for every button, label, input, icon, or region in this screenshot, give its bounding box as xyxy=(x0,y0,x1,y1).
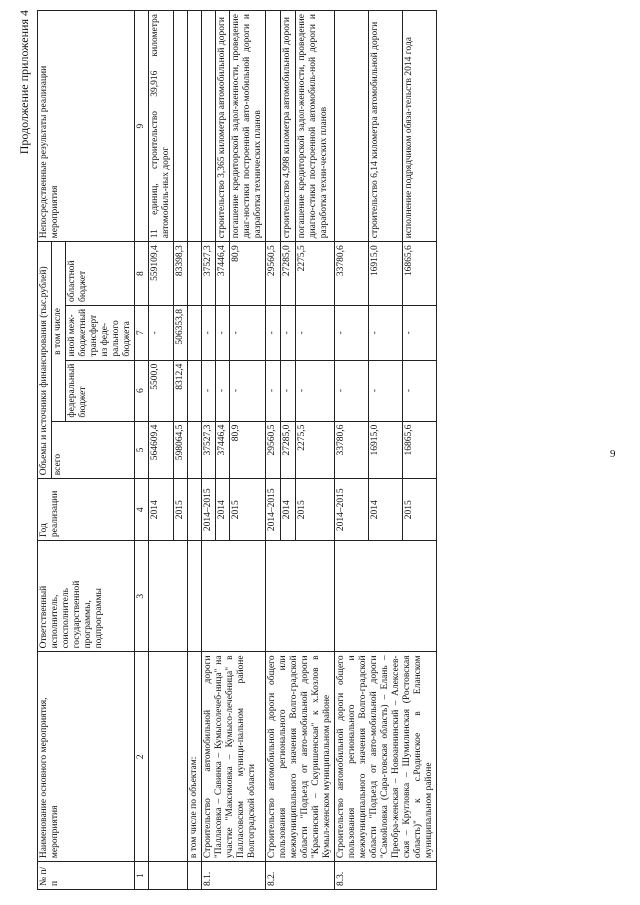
regional-cell: 33780,6 xyxy=(335,242,369,306)
result-cell xyxy=(174,11,188,242)
year-cell: 2014–2015 xyxy=(335,479,369,541)
result-cell: строительство 3,365 километра автомобильной дороги xyxy=(216,11,230,242)
transfer-cell: - xyxy=(216,305,230,360)
col-number: 4 xyxy=(135,479,149,541)
item-name: Строительство автомобильной дороги общего пользования регионального или межмуниципального значения Волго-градской области "Подъезд от авто-мобильной дороги "Красинский – Скуришенская" к х.Козлов в Кумыл-женском муниципальном районе xyxy=(266,652,335,862)
federal-cell: - xyxy=(266,360,281,421)
result-cell xyxy=(202,11,216,242)
federal-cell: 5500,0 xyxy=(149,360,174,421)
total-cell: 598064,5 xyxy=(174,421,188,479)
item-number: 8.3. xyxy=(335,862,437,890)
regional-cell: 37446,4 xyxy=(216,242,230,306)
total-cell: 564609,4 xyxy=(149,421,174,479)
transfer-cell: - xyxy=(202,305,216,360)
transfer-cell: - xyxy=(230,305,266,360)
total-cell: 29560,5 xyxy=(266,421,281,479)
header-transfer: иной меж-бюджетный трансферт из феде-рального бюджета xyxy=(66,305,135,360)
total-cell: 27285,0 xyxy=(281,421,296,479)
federal-cell: - xyxy=(281,360,296,421)
result-cell: строительство 4,998 километра автомобильной дороги xyxy=(281,11,296,242)
table-row xyxy=(266,11,281,890)
header-federal: федеральный бюджет xyxy=(66,360,135,421)
col-number: 8 xyxy=(135,242,149,306)
table-row xyxy=(149,11,174,890)
transfer-cell: - xyxy=(281,305,296,360)
total-cell: 33780,6 xyxy=(335,421,369,479)
federal-cell: - xyxy=(369,360,403,421)
transfer-cell: - xyxy=(335,305,369,360)
transfer-cell: 506353,8 xyxy=(174,305,188,360)
federal-cell: - xyxy=(230,360,266,421)
item-number: 8.2. xyxy=(266,862,335,890)
year-cell: 2015 xyxy=(296,479,335,541)
result-cell: исполнение подрядчиком обяза-тельств 2014 года xyxy=(403,11,437,242)
total-cell: 37446,4 xyxy=(216,421,230,479)
header-regional: областной бюджет xyxy=(66,242,135,306)
regional-cell: 2275,5 xyxy=(296,242,335,306)
objects-label-row xyxy=(188,11,202,890)
col-number: 2 xyxy=(135,652,149,862)
regional-cell: 27285,0 xyxy=(281,242,296,306)
col-number: 3 xyxy=(135,541,149,652)
result-cell: строительство 6,14 километра автомобильной дороги xyxy=(369,11,403,242)
regional-cell: 80,9 xyxy=(230,242,266,306)
year-cell: 2014–2015 xyxy=(266,479,281,541)
transfer-cell: - xyxy=(296,305,335,360)
header-volumes: Объемы и источники финансирования (тыс.рублей) xyxy=(38,242,52,479)
regional-cell: 29560,5 xyxy=(266,242,281,306)
year-cell: 2014 xyxy=(149,479,174,541)
year-cell: 2014–2015 xyxy=(202,479,216,541)
appendix-note: Продолжение приложения 4 xyxy=(17,10,31,155)
table-row xyxy=(335,11,369,890)
total-cell: 37527,3 xyxy=(202,421,216,479)
regional-cell: 16915,0 xyxy=(369,242,403,306)
header-responsible: Ответственный исполнитель, соисполнитель государственной программы, подпрограммы xyxy=(38,541,135,652)
header-name: Наименование основного мероприятия, мероприятия xyxy=(38,652,135,862)
header-including: в том числе xyxy=(52,242,66,421)
table-row xyxy=(202,11,216,890)
result-cell xyxy=(266,11,281,242)
program-measures-table xyxy=(37,10,437,890)
rotated-page xyxy=(15,10,625,890)
year-cell: 2015 xyxy=(403,479,437,541)
federal-cell: - xyxy=(216,360,230,421)
transfer-cell: - xyxy=(266,305,281,360)
transfer-cell: - xyxy=(403,305,437,360)
federal-cell: - xyxy=(296,360,335,421)
total-cell: 80,9 xyxy=(230,421,266,479)
year-cell: 2014 xyxy=(281,479,296,541)
federal-cell: - xyxy=(403,360,437,421)
regional-cell: 83398,3 xyxy=(174,242,188,306)
year-cell: 2014 xyxy=(216,479,230,541)
year-cell: 2015 xyxy=(174,479,188,541)
column-number-row xyxy=(135,11,149,890)
item-name: Строительство автомобильной дороги "Палласовка – Савинка – Кумысолечеб-ница" на участке "Максимовка – Кумысо-лечебница" в Палласовском муници-пальном районе Волгоградской области xyxy=(202,652,266,862)
col-number: 7 xyxy=(135,305,149,360)
total-cell: 16915,0 xyxy=(369,421,403,479)
total-cell: 2275,5 xyxy=(296,421,335,479)
result-cell: 11 единиц, строительство 39,916 километра автомобиль-ных дорог xyxy=(149,11,174,242)
objects-label: в том числе по объектам: xyxy=(188,652,202,862)
regional-cell: 559109,4 xyxy=(149,242,174,306)
item-number: 8.1. xyxy=(202,862,266,890)
result-cell xyxy=(335,11,369,242)
item-name: Строительство автомобильной дороги общего пользования регионального и межмуниципального значения Волго-градской области "Подъезд от авто-мобильной дороги "Самойловка (Сара-товская область) – Елань – Преобра-женская – Новоаннинский – Алексеев-ская – Кругловка – Шумилинская (Ростовская область)" к с.Родинское в Еланском муниципальном районе xyxy=(335,652,437,862)
federal-cell: 8312,4 xyxy=(174,360,188,421)
federal-cell: - xyxy=(202,360,216,421)
federal-cell: - xyxy=(335,360,369,421)
header-no: № п/п xyxy=(38,862,135,890)
header-total: всего xyxy=(52,421,135,479)
regional-cell: 16865,6 xyxy=(403,242,437,306)
col-number: 6 xyxy=(135,360,149,421)
result-cell: погашение кредиторской задол-женности, проведение диаг-ностики построенной авто-мобильной дороги и разработка технических планов xyxy=(230,11,266,242)
header-results: Непосредственные результаты реализации мероприятия xyxy=(38,11,135,242)
transfer-cell: - xyxy=(149,305,174,360)
result-cell: погашение кредиторской задол-женности, проведение диагно-стики построенной автомобиль-ной дороги и разработка техни-ческих планов xyxy=(296,11,335,242)
col-number: 5 xyxy=(135,421,149,479)
transfer-cell: - xyxy=(369,305,403,360)
header-year: Год реализации xyxy=(38,479,135,541)
table-row xyxy=(174,11,188,890)
year-cell: 2015 xyxy=(230,479,266,541)
page-number: 9 xyxy=(610,448,616,460)
regional-cell: 37527,3 xyxy=(202,242,216,306)
total-cell: 16865,6 xyxy=(403,421,437,479)
col-number: 9 xyxy=(135,11,149,242)
year-cell: 2014 xyxy=(369,479,403,541)
col-number: 1 xyxy=(135,862,149,890)
